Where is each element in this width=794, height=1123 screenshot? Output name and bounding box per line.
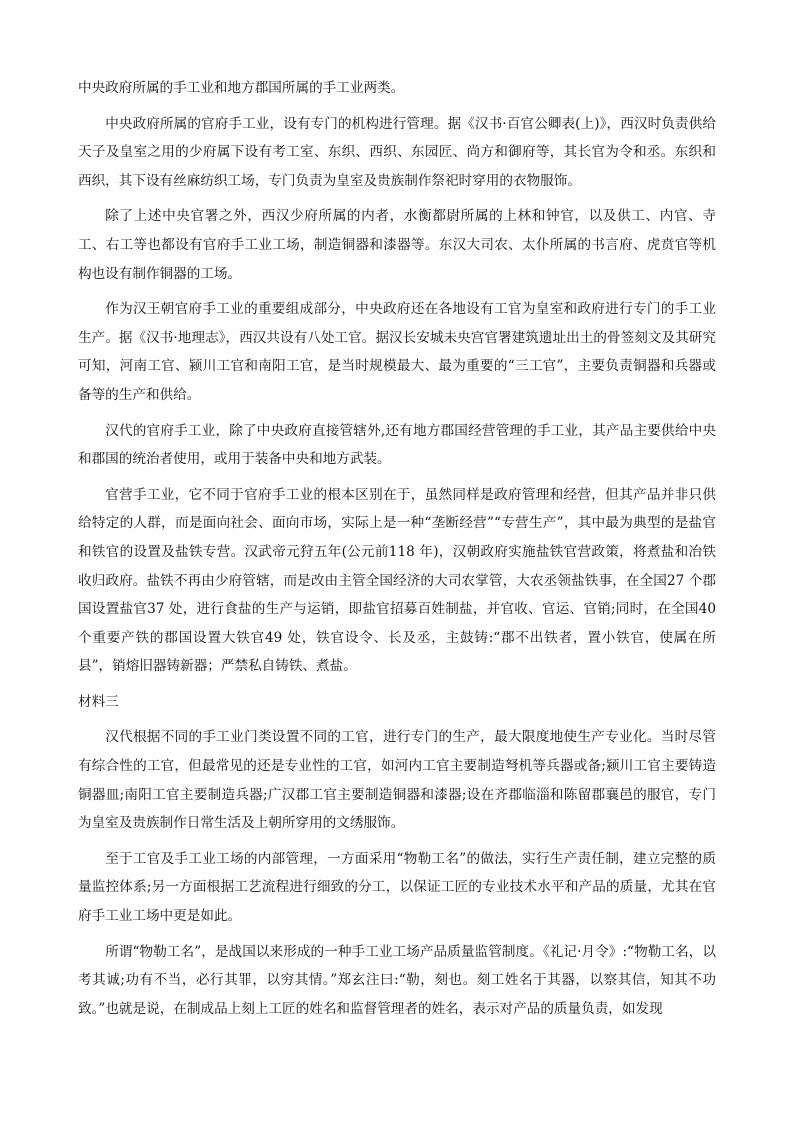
paragraph: 官营手工业，它不同于官府手工业的根本区别在于，虽然同样是政府管理和经营，但其产品并非只供给特定的人群，而是面向社会、面向市场，实际上是一种“垄断经营”“专营生产”，其中最为典型的是盐官和铁官的设置及盐铁专营。汉武帝元狩五年(公元前118 年)，汉朝政府实施盐铁官营政策，将煮盐和冶铁收归政府。盐铁不再由少府管辖，而是改由主管全国经济的大司农掌管，大农丞领盐铁事，在全国27 个郡国设置盐官37 处，进行食盐的生产与运销，即盐官招募百姓制盐，并官收、官运、官销;同时，在全国40个重要产铁的郡国设置大铁官49 处，铁官设令、长及丞，主鼓铸:“郡不出铁者，置小铁官，使属在所县”，销熔旧器铸新器；严禁私自铸铁、煮盐。 xyxy=(78,486,716,675)
paragraph: 所谓“物勒工名”，是战国以来形成的一种手工业工场产品质量监管制度。《礼记·月令》:“物勒工名，以考其诚;功有不当，必行其罪，以穷其情。”郑玄注曰:“勒，刻也。刻工姓名于其器，以察其信，知其不功致。”也就是说，在制成品上刻上工匠的姓名和监督管理者的姓名，表示对产品的质量负责，如发现 xyxy=(78,943,716,1017)
paragraph: 中央政府所属的手工业和地方郡国所属的手工业两类。 xyxy=(78,80,405,96)
paragraph: 汉代的官府手工业，除了中央政府直接管辖外,还有地方郡国经营管理的手工业，其产品主要供给中央和郡国的统治者使用，或用于装备中央和地方武装。 xyxy=(78,422,716,468)
paragraph: 除了上述中央官署之外，西汉少府所属的内者，水衡都尉所属的上林和钟官，以及供工、内官、寺工、右工等也都设有官府手工业工场，制造铜器和漆器等。东汉大司农、太仆所属的书言府、虎贲官等机构也设有制作铜器的工场。 xyxy=(78,208,716,282)
paragraph: 至于工官及手工业工场的内部管理，一方面采用“物勒工名”的做法，实行生产责任制，建立完整的质量监控体系;另一方面根据工艺流程进行细致的分工，以保证工匠的专业技术水平和产品的质量，尤其在官府手工业工场中更是如此。 xyxy=(78,850,716,925)
paragraph: 中央政府所属的官府手工业，设有专门的机构进行管理。据《汉书·百官公卿表(上)》，西汉时负责供给天子及皇室之用的少府属下设有考工室、东织、西织、东园匠、尚方和御府等，其长官为令和丞。东织和西织，其下设有丝麻纺织工场，专门负责为皇室及贵族制作祭祀时穿用的衣物服饰。 xyxy=(78,115,716,189)
paragraph: 汉代根据不同的手工业门类设置不同的工官，进行专门的生产，最大限度地使生产专业化。当时尽管有综合性的工官，但最常见的还是专业性的工官，如河内工官主要制造弩机等兵器或备;颍川工官主要铸造铜器皿;南阳工官主要制造兵器;广汉郡工官主要制造铜器和漆器;设在齐郡临淄和陈留郡襄邑的服官，专门为皇室及贵族制作日常生活及上朝所穿用的文绣服饰。 xyxy=(78,729,716,832)
paragraph: 作为汉王朝官府手工业的重要组成部分，中央政府还在各地设有工官为皇室和政府进行专门的手工业生产。据《汉书·地理志》，西汉共设有八处工官。据汉长安城未央宫官署建筑遗址出土的骨签刻文及其研究可知，河南工官、颍川工官和南阳工官，是当时规模最大、最为重要的“三工官”，主要负责铜器和兵器或备等的生产和供给。 xyxy=(78,301,716,403)
section-heading: 材料三 xyxy=(78,693,119,710)
